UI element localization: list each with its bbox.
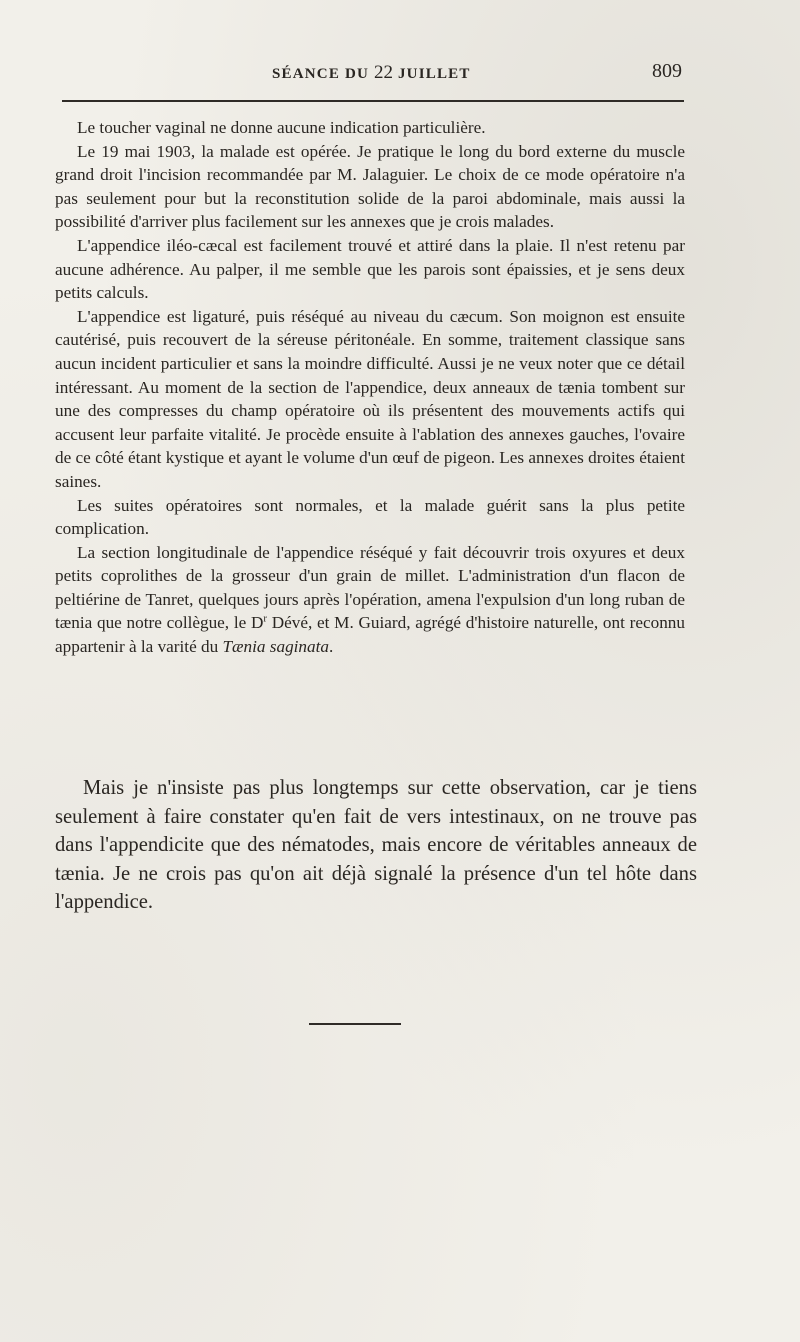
doctor-superscript: r: [263, 613, 267, 625]
section-end-rule: [309, 1023, 401, 1025]
paragraph-ligature: L'appendice est ligaturé, puis réséqué au niveau du cæcum. Son moignon est ensuite cautérisé, puis recouvert de la séreuse péritonéale. En somme, traitement classique sans aucun incident particulier et sans la moindre difficulté. Aussi je ne veux noter que ce détail intéressant. Au moment de la section de l'appendice, deux anneaux de tænia tombent sur une des compresses du champ opératoire où ils présentent des mouvements actifs qui accusent leur parfaite vitalité. Je procède ensuite à l'ablation des annexes gauches, l'ovaire de ce côté étant kystique et ayant le volume d'un œuf de pigeon. Les annexes droites étaient saines.: [55, 306, 685, 491]
paragraph-conclusion: Mais je n'insiste pas plus longtemps sur cette observation, car je tiens seulement à faire constater qu'en fait de vers intestinaux, on ne trouve pas dans l'appendicite que des nématodes, mais encore de véritables anneaux de tænia. Je ne crois pas qu'on ait déjà signalé la présence d'un tel hôte dans l'appendice.: [55, 777, 697, 913]
findings-text-middle: Dévé, et M. Guiard, agrégé d'histoire naturelle, ont reconnu appartenir à la varité du: [55, 613, 685, 657]
paragraph-recovery: Les suites opératoires sont normales, et la malade guérit sans la plus petite complication.: [55, 495, 685, 539]
findings-text-start: La section longitudinale de l'appendice réséqué y fait découvrir trois oxyures et deux petits coprolithes de la grosseur d'un grain de millet. L'administration d'un flacon de peltiérine de Tanret, quelques jours après l'opération, amena l'expulsion d'un long ruban de tænia que notre collègue, le D: [55, 542, 685, 633]
paragraph-vaginal-exam: Le toucher vaginal ne donne aucune indication particulière.: [77, 118, 486, 137]
observation-text: [55, 116, 685, 659]
findings-text-end: .: [329, 637, 334, 657]
species-name: Tænia saginata: [222, 637, 329, 657]
page-header: [62, 60, 684, 88]
running-title-day: 22: [374, 62, 394, 83]
paragraph-section-findings: [55, 541, 685, 659]
header-rule: [62, 100, 684, 102]
running-title-suffix: JUILLET: [393, 66, 471, 82]
page-number: 809: [652, 60, 682, 82]
running-title-prefix: SÉANCE DU: [272, 66, 375, 82]
paragraph-appendix-found: L'appendice iléo-cæcal est facilement trouvé et attiré dans la plaie. Il n'est retenu par aucune adhérence. Au palper, il me semble que les parois sont épaissies, et je sens deux petits calculs.: [55, 235, 685, 303]
paragraph-operation: Le 19 mai 1903, la malade est opérée. Je pratique le long du bord externe du muscle grand droit l'incision recommandée par M. Jalaguier. Le choix de ce mode opératoire n'a pas seulement pour but la reconstitution solide de la paroi abdominale, mais aussi la possibilité d'arriver plus facilement sur les annexes que je crois malades.: [55, 141, 685, 232]
conclusion-text: [55, 774, 697, 917]
running-title: [272, 62, 471, 84]
